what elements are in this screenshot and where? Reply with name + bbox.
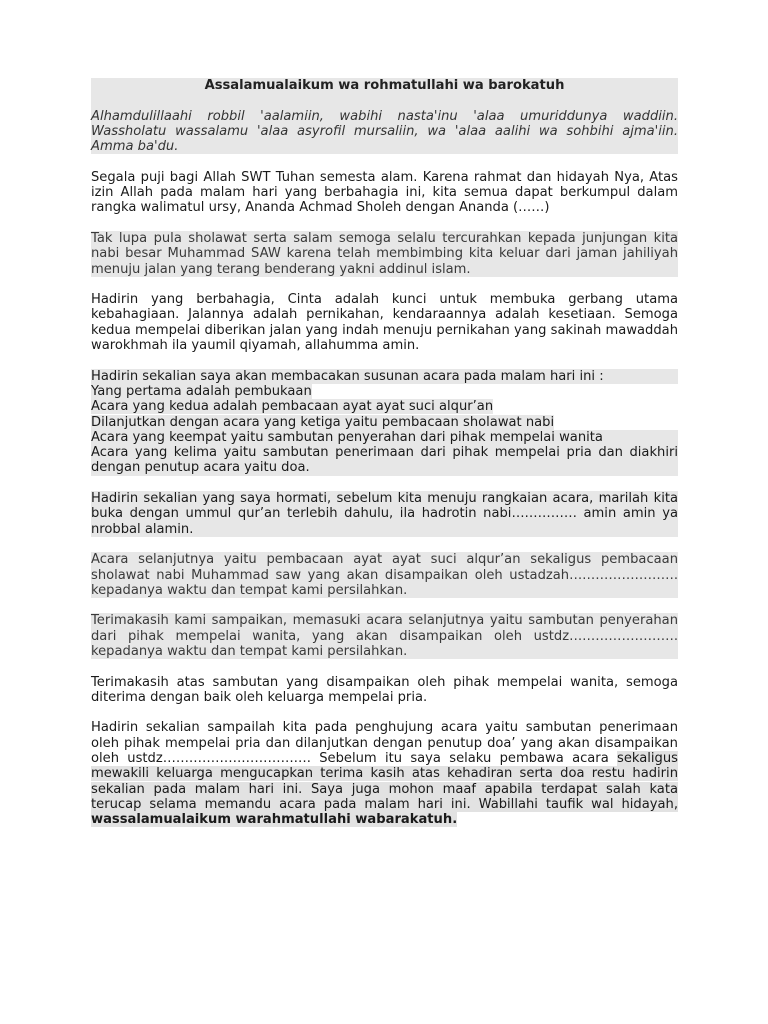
praise-paragraph: Segala puji bagi Allah SWT Tuhan semesta alam. Karena rahmat dan hidayah Nya, Atas izin Allah pada malam hari yang berbahagia ini, kita semua dapat berkumpul dalam rangka walimatul ursy, Ananda Achmad Sholeh dengan Ananda (……) (91, 169, 678, 216)
closing-paragraph (91, 720, 678, 827)
spacer (91, 93, 678, 108)
closing-text-part1: Hadirin sekalian sampailah kita pada penghujung acara yaitu sambutan penerimaan oleh pihak mempelai pria dan dilanjutkan dengan penutup doa’ yang akan disampaikan oleh ustdz……………………………. Sebelum itu saya selaku pembawa acara (91, 720, 678, 767)
document-title: Assalamualaikum wa rohmatullahi wa barokatuh (91, 78, 678, 93)
greeting-paragraph: Hadirin yang berbahagia, Cinta adalah kunci untuk membuka gerbang utama kebahagiaan. Jalannya adalah pernikahan, kendaraannya adalah kesetiaan. Semoga kedua mempelai diberikan jalan yang indah menuju pernikahan yang sakinah mawaddah warokhmah ila yaumil qiyamah, allahumma amin. (91, 292, 678, 354)
closing-text-part2: sekaligus mewakili keluarga mengucapkan terima kasih atas kehadiran serta doa restu hadirin sekalian pada malam hari ini. Saya juga mohon maaf apabila terdapat salah kata terucap selama memandu acara pada malam hari ini. Wabillahi taufik wal hidayah, (91, 751, 678, 812)
program-item: Acara yang keempat yaitu sambutan penyerahan dari pihak mempelai wanita (91, 430, 678, 445)
thanks-paragraph: Terimakasih atas sambutan yang disampaikan oleh pihak mempelai wanita, semoga diterima dengan baik oleh keluarga mempelai pria. (91, 674, 678, 705)
closing-salam: wassalamualaikum warahmatullahi wabarakatuh. (91, 812, 458, 828)
bride-speech-paragraph: Terimakasih kami sampaikan, memasuki acara selanjutnya yaitu sambutan penyerahan dari pihak mempelai wanita, yang akan disampaikan oleh ustdz……………………. kepadanya waktu dan tempat kami persilahkan. (91, 613, 678, 659)
program-list (91, 369, 678, 476)
opening-prayer-paragraph: Alhamdulillaahi robbil 'aalamiin, wabihi nasta'inu 'alaa umuriddunya waddiin. Wassholatu wassalamu 'alaa asyrofil mursaliin, wa 'alaa aalihi wa sohbihi ajma'iin. Amma ba'du. (91, 108, 678, 155)
opening-prayer-invite-paragraph: Hadirin sekalian yang saya hormati, sebelum kita menuju rangkaian acara, marilah kita buka dengan ummul qur’an terlebih dahulu, ila hadrotin nabi…………… amin amin ya nrobbal alamin. (91, 491, 678, 537)
program-item: Yang pertama adalah pembukaan (91, 383, 312, 399)
program-item: Acara yang kelima yaitu sambutan penerimaan dari pihak mempelai pria dan diakhiri dengan penutup acara yaitu doa. (91, 445, 678, 476)
sholawat-paragraph: Tak lupa pula sholawat serta salam semoga selalu tercurahkan kepada junjungan kita nabi besar Muhammad SAW karena telah membimbing kita keluar dari jaman jahiliyah menuju jalan yang terang benderang yakni addinul islam. (91, 230, 678, 277)
quran-recitation-paragraph: Acara selanjutnya yaitu pembacaan ayat ayat suci alqur’an sekaligus pembacaan sholawat nabi Muhammad saw yang akan disampaikan oleh ustadzah……………………. kepadanya waktu dan tempat kami persilahkan. (91, 552, 678, 598)
program-item: Dilanjutkan dengan acara yang ketiga yaitu pembacaan sholawat nabi (91, 414, 555, 430)
document-body (91, 78, 678, 843)
program-item: Acara yang kedua adalah pembacaan ayat ayat suci alqur’an (91, 399, 494, 415)
program-intro: Hadirin sekalian saya akan membacakan susunan acara pada malam hari ini : (91, 369, 678, 384)
